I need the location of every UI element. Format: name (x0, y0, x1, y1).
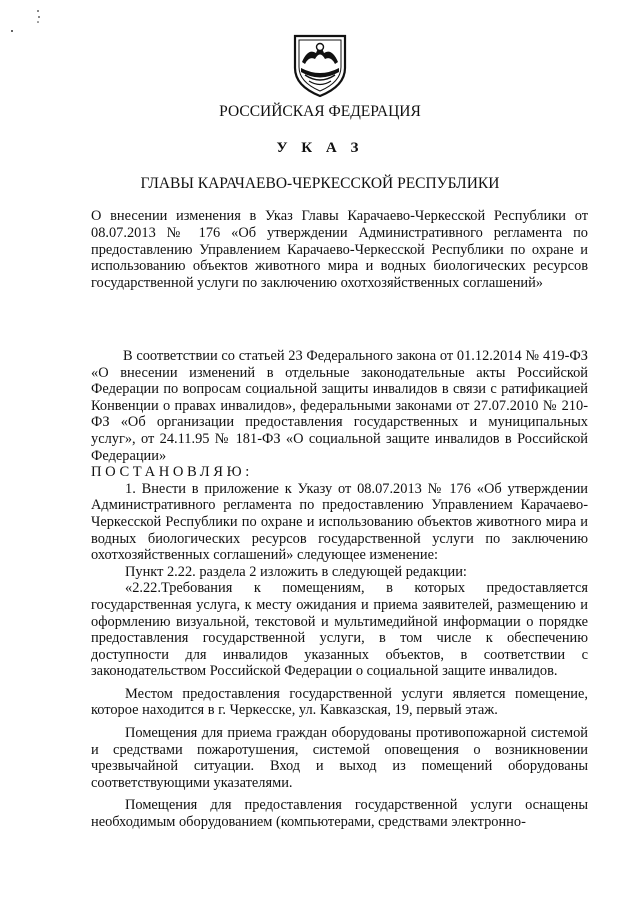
decree-word: ПОСТАНОВЛЯЮ: (91, 464, 253, 481)
item-paragraph: «2.22.Требования к помещениям, в которых предоставляется государственная услуга, к месту ожидания и приема заявителей, размещению и оформлению визуальной, текстовой и мультимедийной информации о порядке предоставления государственной услуги, в том числе к обеспечению доступности для инвалидов указанных объектов, в соответствии с законодательством Российской Федерации о социальной защите инвалидов. (91, 580, 588, 680)
preamble-paragraph: В соответствии со статьей 23 Федерального закона от 01.12.2014 № 419-ФЗ «О внесении изменений в отдельные законодательные акты Российской Федерации по вопросам социальной защиты инвалидов в связи с ратификацией Конвенции о правах инвалидов», федеральными законами от 27.07.2010 № 210-ФЗ «Об организации предоставления государственных и муниципальных услуг», от 24.11.95 № 181-ФЗ «О социальной защите инвалидов в Российской Федерации» (91, 348, 588, 464)
item-paragraph: Пункт 2.22. раздела 2 изложить в следующей редакции: (125, 563, 467, 580)
document-body (91, 348, 588, 831)
scan-speck-marks (10, 8, 50, 38)
item-paragraph: Помещения для приема граждан оборудованы противопожарной системой и средствами пожаротушения, системой оповещения о возникновении чрезвычайной ситуации. Вход и выход из помещений оборудованы соответствующими указателями. (91, 725, 588, 791)
coat-of-arms-icon (291, 28, 349, 98)
document-type-heading: У К А З (276, 140, 364, 156)
item-paragraph: 1. Внести в приложение к Указу от 08.07.2013 № 176 «Об утверждении Административного регламента по предоставлению Управлением Карачаево-Черкесской Республики по охране и использованию объектов животного мира и водных биологических ресурсов государственной услуги по заключению охотхозяйственных соглашений» следующее изменение: (91, 480, 588, 564)
issuer-heading: ГЛАВЫ КАРАЧАЕВО-ЧЕРКЕССКОЙ РЕСПУБЛИКИ (140, 175, 500, 192)
item-paragraph: Помещения для предоставления государственной услуги оснащены необходимым оборудованием (компьютерами, средствами электронно- (91, 797, 588, 831)
country-heading: РОССИЙСКАЯ ФЕДЕРАЦИЯ (219, 103, 421, 120)
item-paragraph: Местом предоставления государственной услуги является помещение, которое находится в г. Черкесске, ул. Кавказская, 19, первый этаж. (91, 685, 588, 719)
document-subject: О внесении изменения в Указ Главы Карачаево-Черкесской Республики от 08.07.2013 № 176 «Об утверждении Административного регламента по предоставлению Управлением Карачаево-Черкесской Республики по охране и использованию объектов животного мира и водных биологических ресурсов государственной услуги по заключению охотхозяйственных соглашений» (91, 208, 588, 292)
